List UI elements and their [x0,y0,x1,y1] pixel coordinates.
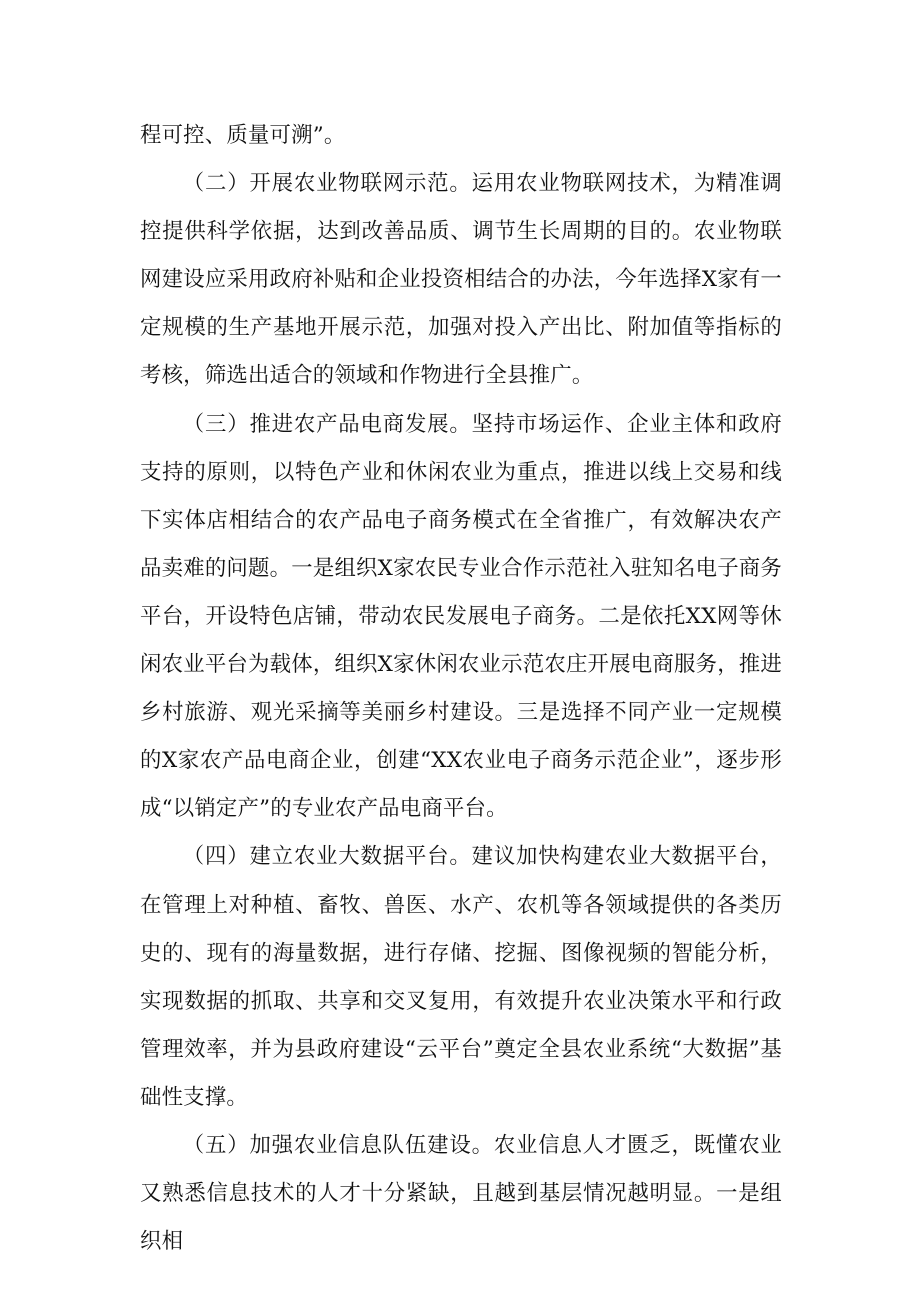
paragraph-iot-demo: （二）开展农业物联网示范。运用农业物联网技术，为精准调控提供科学依据，达到改善品质、调节生长周期的目的。农业物联网建设应采用政府补贴和企业投资相结合的办法，今年选择X家有一定规模的生产基地开展示范，加强对投入产出比、附加值等指标的考核，筛选出适合的领域和作物进行全县推广。 [140,171,782,389]
paragraph-big-data: （四）建立农业大数据平台。建议加快构建农业大数据平台，在管理上对种植、畜牧、兽医、水产、农机等各领域提供的各类历史的、现有的海量数据，进行存储、挖掘、图像视频的智能分析，实现数据的抓取、共享和交叉复用，有效提升农业决策水平和行政管理效率，并为县政府建设“云平台”奠定全县农业系统“大数据”基础性支撑。 [140,844,782,1110]
paragraph-continuation: 程可控、质量可溯”。 [140,123,346,148]
paragraph-ecommerce: （三）推进农产品电商发展。坚持市场运作、企业主体和政府支持的原则，以特色产业和休闲农业为重点，推进以线上交易和线下实体店相结合的农产品电子商务模式在全省推广，有效解决农产品卖难的问题。一是组织X家农民专业合作示范社入驻知名电子商务平台，开设特色店铺，带动农民发展电子商务。二是依托XX网等休闲农业平台为载体，组织X家休闲农业示范农庄开展电商服务，推进乡村旅游、观光采摘等美丽乡村建设。三是选择不同产业一定规模的X家农产品电商企业，创建“XX农业电子商务示范企业”，逐步形成“以销定产”的专业农产品电商平台。 [140,411,782,822]
paragraph-info-team: （五）加强农业信息队伍建设。农业信息人才匮乏，既懂农业又熟悉信息技术的人才十分紧缺，且越到基层情况越明显。一是组织相 [140,1132,782,1255]
document-body [140,112,782,1266]
